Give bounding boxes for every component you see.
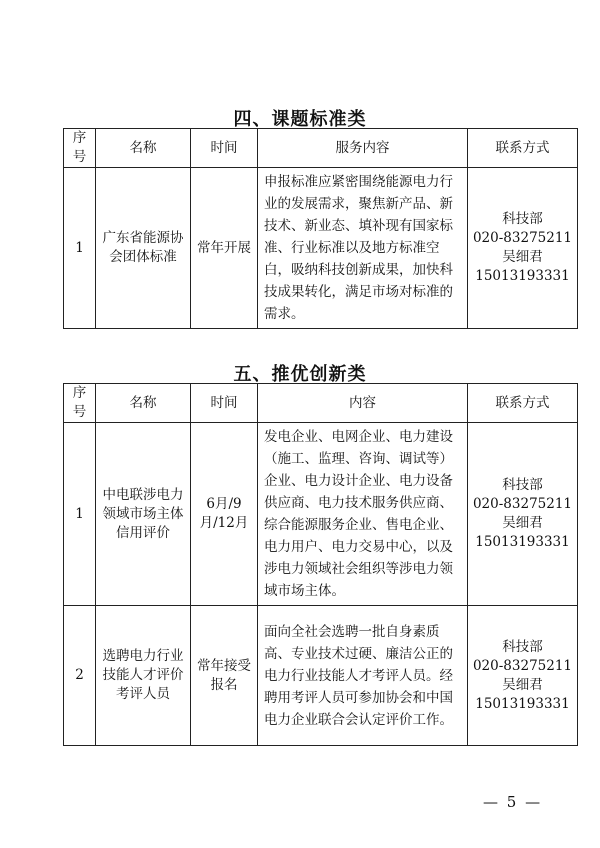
- row-time: 常年开展: [191, 168, 258, 329]
- row-time: 6月/9月/12月: [191, 423, 258, 606]
- contact-phone: 020-83275211: [472, 230, 573, 246]
- row-content: 发电企业、电网企业、电力建设（施工、监理、咨询、调试等）企业、电力设计企业、电力设备供应商、电力技术服务供应商、综合能源服务企业、售电企业、电力用户、电力交易中心，以及涉电力领域社会组织等涉电力领域市场主体。: [258, 423, 468, 606]
- header-contact: 联系方式: [468, 129, 578, 168]
- contact-person: 吴细君: [502, 676, 543, 693]
- row-name: 中电联涉电力领域市场主体信用评价: [96, 423, 191, 606]
- header-index: 序号: [64, 384, 96, 423]
- row-name: 广东省能源协会团体标准: [96, 168, 191, 329]
- contact-person: 吴细君: [502, 249, 543, 265]
- row-index: 1: [64, 423, 96, 606]
- header-time: 时间: [191, 129, 258, 168]
- header-name: 名称: [96, 384, 191, 423]
- row-content: 申报标准应紧密围绕能源电力行业的发展需求，聚焦新产品、新技术、新业态、填补现有国家标准、行业标准以及地方标准空白，吸纳科技创新成果，加快科技成果转化，满足市场对标准的需求。: [258, 168, 468, 329]
- row-content: 面向全社会选聘一批自身素质高、专业技术过硬、廉洁公正的电力行业技能人才考评人员。经聘用考评人员可参加协会和中国电力企业联合会认定评价工作。: [258, 606, 468, 746]
- table-header-row: [64, 129, 578, 168]
- row-index: 2: [64, 606, 96, 746]
- row-contact: [468, 423, 578, 606]
- row-contact: [468, 606, 578, 746]
- section-5-title: 五、推优创新类: [233, 364, 367, 385]
- page-number: — 5 —: [483, 793, 543, 811]
- header-content: 内容: [258, 384, 468, 423]
- contact-mobile: 15013193331: [475, 534, 570, 550]
- contact-dept: 科技部: [502, 638, 543, 655]
- contact-mobile: 15013193331: [475, 695, 570, 712]
- table-header-row: [64, 384, 578, 423]
- contact-mobile: 15013193331: [475, 268, 570, 284]
- row-contact: [468, 168, 578, 329]
- header-content: 服务内容: [258, 129, 468, 168]
- header-contact: 联系方式: [468, 384, 578, 423]
- contact-phone: 020-83275211: [472, 657, 573, 674]
- header-time: 时间: [191, 384, 258, 423]
- contact-phone: 020-83275211: [472, 496, 573, 512]
- row-name: 选聘电力行业技能人才评价考评人员: [96, 606, 191, 746]
- table-row: [64, 168, 578, 329]
- contact-dept: 科技部: [502, 477, 543, 493]
- contact-dept: 科技部: [502, 211, 543, 227]
- table-row: [64, 423, 578, 606]
- row-index: 1: [64, 168, 96, 329]
- section-4-title: 四、课题标准类: [233, 109, 367, 130]
- header-index: 序号: [64, 129, 96, 168]
- header-name: 名称: [96, 129, 191, 168]
- contact-person: 吴细君: [502, 515, 543, 531]
- section-4-table: [63, 128, 578, 329]
- section-5-table: [63, 383, 578, 746]
- row-time: 常年接受报名: [191, 606, 258, 746]
- table-row: [64, 606, 578, 746]
